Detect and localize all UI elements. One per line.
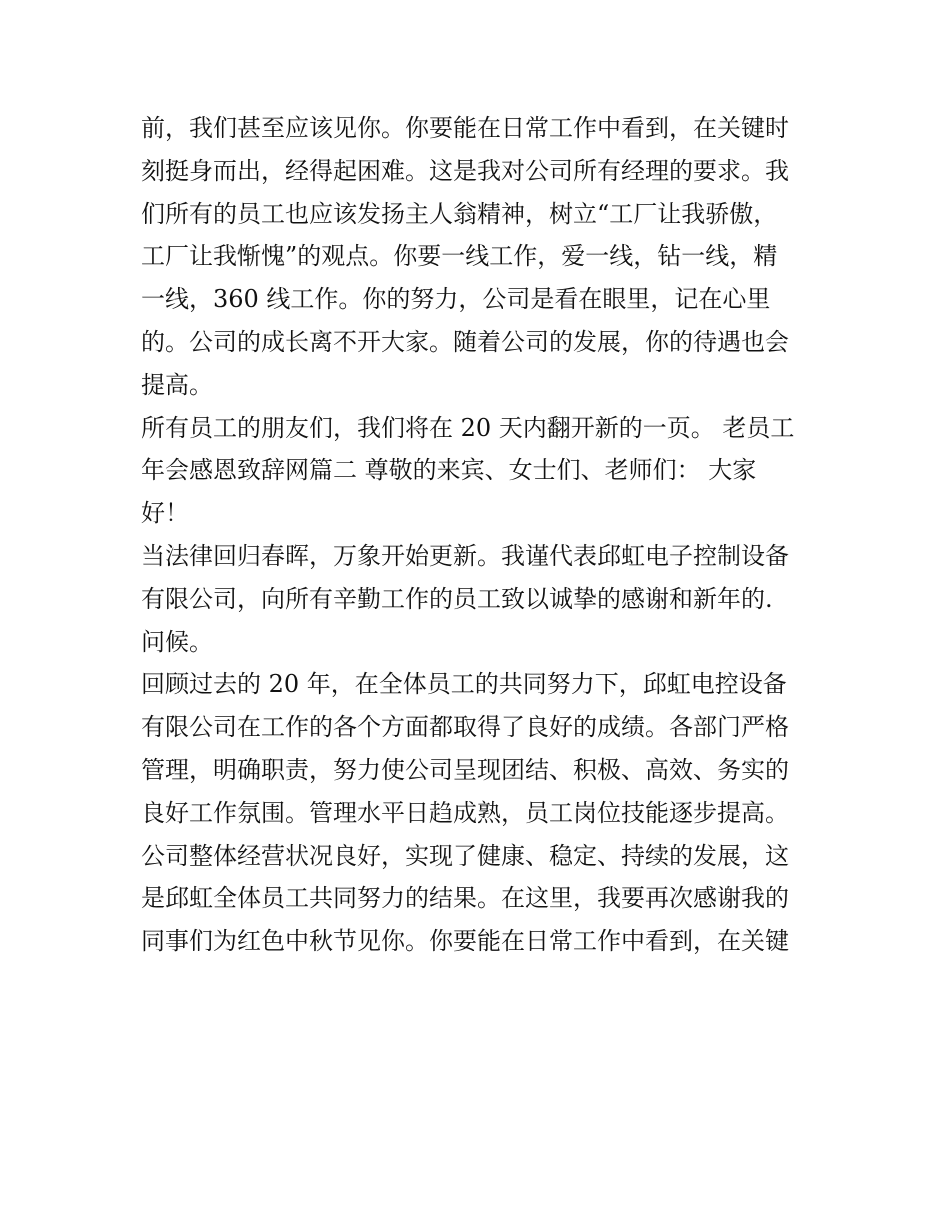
text-line: 当法律回归春晖，万象开始更新。我谨代表邱虹电子控制设备 [141, 541, 789, 570]
text-line: 有限公司在工作的各个方面都取得了良好的成绩。各部门严格 [141, 713, 789, 742]
text-line: 有限公司，向所有辛勤工作的员工致以诚挚的感谢和新年的. [141, 584, 773, 613]
text-line: 管理，明确职责，努力使公司呈现团结、积极、高效、务实的 [141, 755, 789, 784]
text-line: 好！ [141, 499, 189, 528]
text-line: 工厂让我惭愧”的观点。你要一线工作，爱一线，钻一线，精 [141, 242, 778, 271]
text-line: 年会感恩致辞网篇二 尊敬的来宾、女士们、老师们： 大家 [141, 456, 757, 485]
text-line: 提高。 [141, 370, 213, 399]
text-line: 是邱虹全体员工共同努力的结果。在这里，我要再次感谢我的 [141, 884, 789, 913]
text-line: 问候。 [141, 627, 213, 656]
text-line: 所有员工的朋友们，我们将在 20 天内翻开新的一页。 老员工 [141, 413, 795, 442]
text-line: 回顾过去的 20 年，在全体员工的共同努力下，邱虹电控设备 [141, 670, 787, 699]
text-line: 同事们为红色中秋节见你。你要能在日常工作中看到，在关键 [141, 927, 789, 956]
text-line: 刻挺身而出，经得起困难。这是我对公司所有经理的要求。我 [141, 156, 789, 185]
text-line: 前，我们甚至应该见你。你要能在日常工作中看到，在关键时 [141, 114, 789, 142]
text-line: 的。公司的成长离不开大家。随着公司的发展，你的待遇也会 [141, 327, 789, 356]
text-line: 良好工作氛围。管理水平日趋成熟，员工岗位技能逐步提高。 [141, 798, 789, 827]
text-line: 们所有的员工也应该发扬主人翁精神，树立“工厂让我骄傲， [141, 199, 778, 228]
text-line: 公司整体经营状况良好，实现了健康、稳定、持续的发展，这 [141, 841, 789, 870]
document-body [141, 107, 821, 963]
text-line: 一线，360 线工作。你的努力，公司是看在眼里，记在心里 [141, 285, 771, 314]
